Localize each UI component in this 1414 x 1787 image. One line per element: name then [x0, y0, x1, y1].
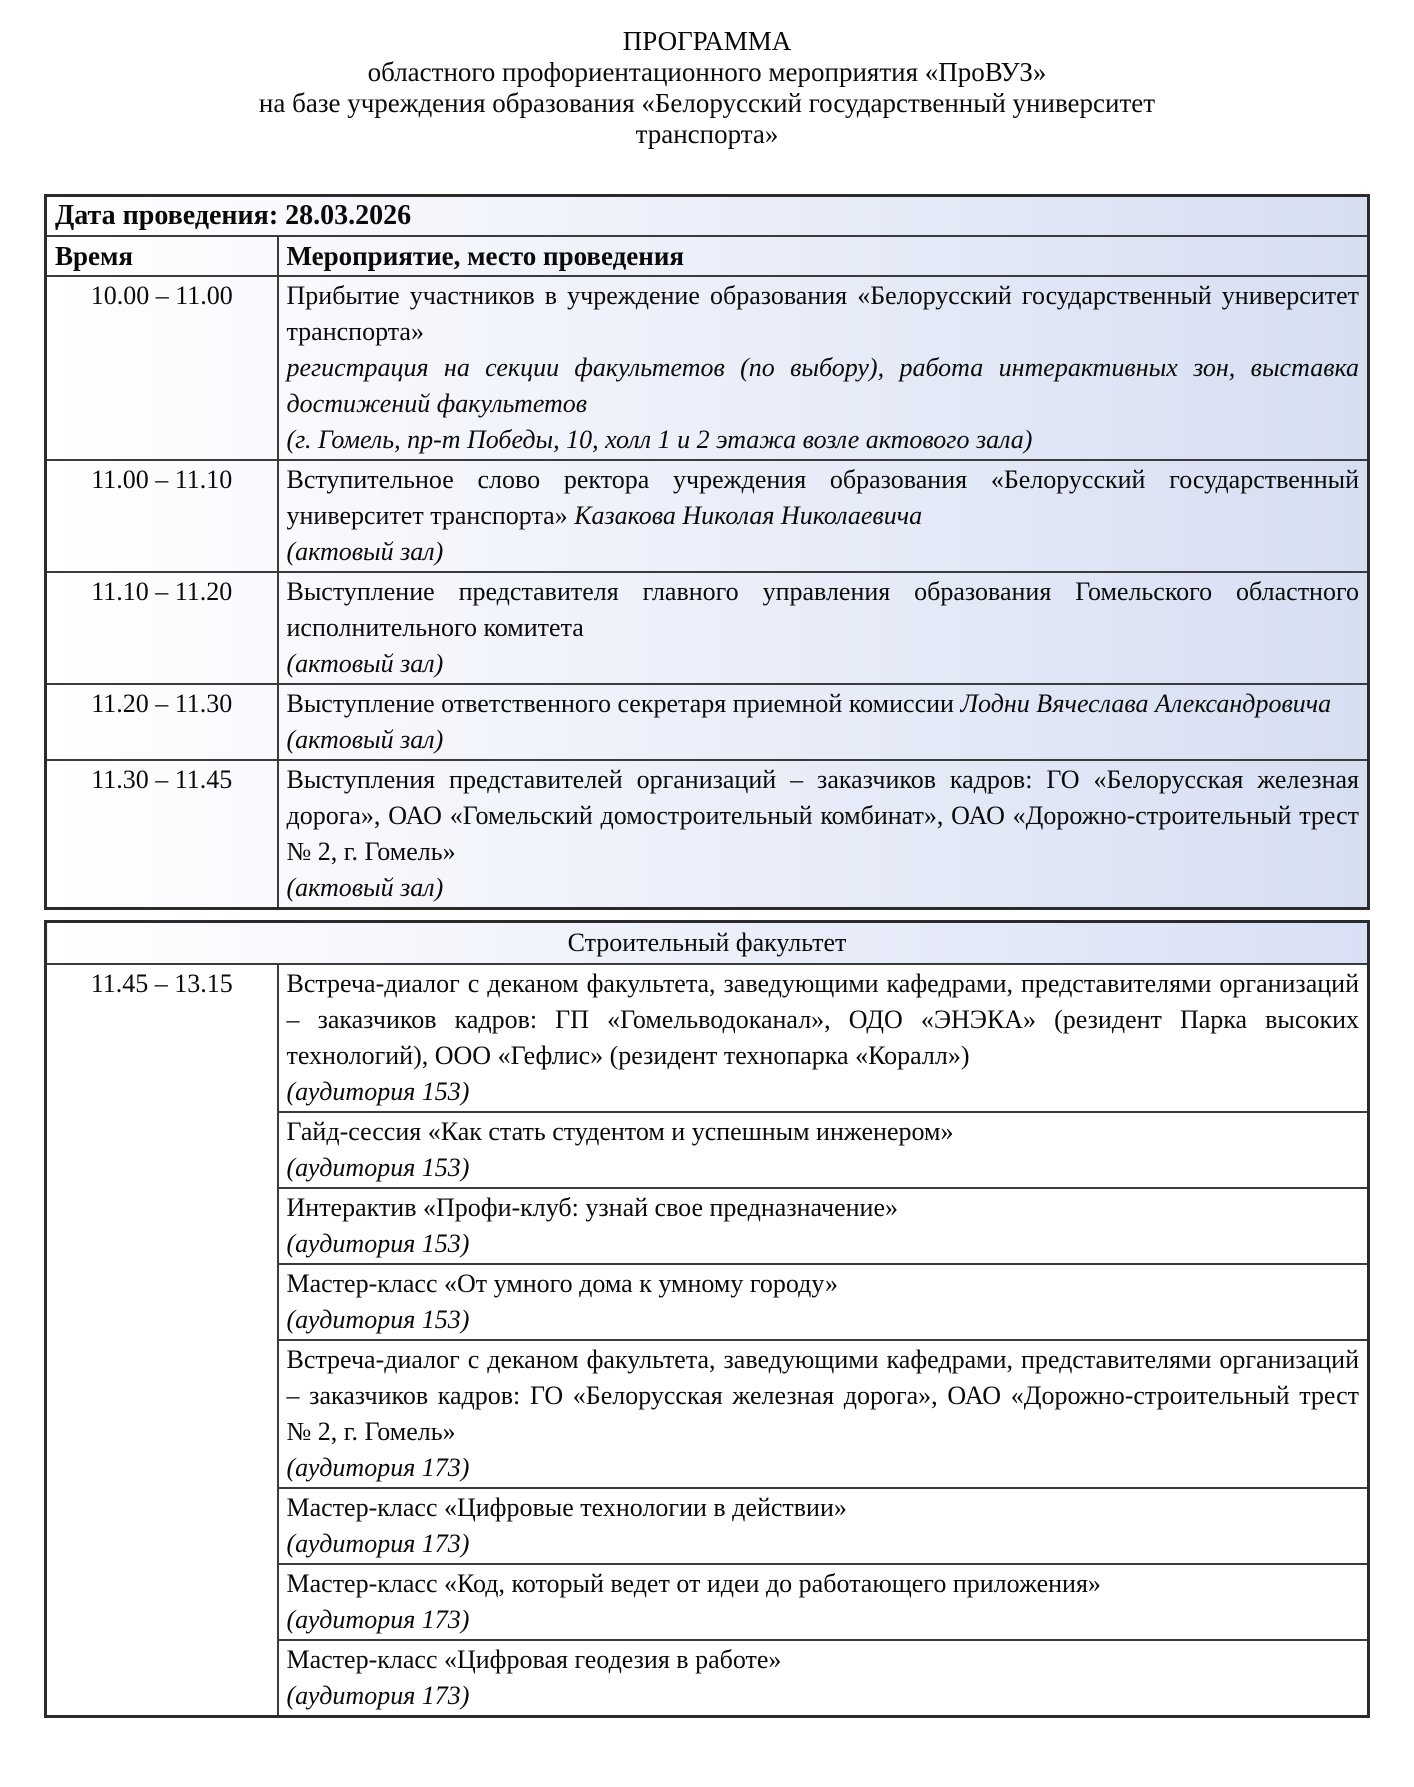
event-venue: (актовый зал) [286, 537, 444, 566]
faculty-header-row [46, 922, 1369, 965]
event-room: (аудитория 153) [286, 1305, 470, 1334]
event-room: (аудитория 173) [286, 1681, 470, 1710]
schedule-row [46, 460, 1369, 572]
event-room: (аудитория 153) [286, 1077, 470, 1106]
event-description: Встреча-диалог с деканом факультета, заведующими кафедрами, представителями организаций – заказчиков кадров: ГП «Гомельводоканал», ОДО «ЭНЭКА» (резидент Парка высоких технологий), ООО «Гефлис» (резидент технопарка «Коралл») [286, 969, 1359, 1070]
schedule-row [46, 760, 1369, 909]
time-cell: 11.45 – 13.15 [46, 964, 278, 1717]
event-cell [278, 1264, 1369, 1340]
event-description: Встреча-диалог с деканом факультета, заведующими кафедрами, представителями организаций – заказчиков кадров: ГО «Белорусская железная дорога», ОАО «Дорожно-строительный трест № 2, г. Гомель» [286, 1345, 1359, 1446]
event-description: Мастер-класс «Код, который ведет от идеи до работающего приложения» [286, 1569, 1101, 1598]
event-description: Мастер-класс «От умного дома к умному городу» [286, 1269, 838, 1298]
event-description: Мастер-класс «Цифровая геодезия в работе» [286, 1645, 782, 1674]
event-cell [278, 276, 1369, 460]
faculty-header: Строительный факультет [46, 922, 1369, 965]
event-cell [278, 1188, 1369, 1264]
date-header-row [46, 196, 1369, 237]
event-person-name: Казакова Николая Николаевича [574, 501, 923, 530]
event-cell [278, 1340, 1369, 1488]
event-room: (аудитория 153) [286, 1229, 470, 1258]
event-venue: (актовый зал) [286, 873, 444, 902]
schedule-row [46, 276, 1369, 460]
event-cell [278, 760, 1369, 909]
event-venue: (г. Гомель, пр-т Победы, 10, холл 1 и 2 этажа возле актового зала) [286, 425, 1033, 454]
time-cell: 10.00 – 11.00 [46, 276, 278, 460]
event-cell [278, 1112, 1369, 1188]
event-description: Гайд-сессия «Как стать студентом и успешным инженером» [286, 1117, 954, 1146]
event-room: (аудитория 153) [286, 1153, 470, 1182]
date-header: Дата проведения: 28.03.2026 [46, 196, 1369, 237]
time-cell: 11.20 – 11.30 [46, 684, 278, 760]
event-details: регистрация на секции факультетов (по выбору), работа интерактивных зон, выставка достижений факультетов [286, 353, 1359, 418]
title-line-1: ПРОГРАММА [622, 26, 792, 56]
event-room: (аудитория 173) [286, 1529, 470, 1558]
document-title [0, 0, 1414, 150]
event-description: Прибытие участников в учреждение образования «Белорусский государственный университет транспорта» [286, 281, 1359, 346]
time-cell: 11.10 – 11.20 [46, 572, 278, 684]
event-description: Мастер-класс «Цифровые технологии в действии» [286, 1493, 847, 1522]
event-room: (аудитория 173) [286, 1605, 470, 1634]
faculty-table [44, 920, 1370, 1718]
event-text: Вступительное слово ректора учреждения образования «Белорусский государственный университет транспорта» [286, 465, 1359, 530]
event-venue: (актовый зал) [286, 649, 444, 678]
column-header-time: Время [46, 236, 278, 276]
event-description [287, 686, 1360, 722]
event-cell [278, 572, 1369, 684]
event-description: Интерактив «Профи-клуб: узнай свое предназначение» [286, 1193, 898, 1222]
event-cell [278, 684, 1369, 760]
event-text: Выступление ответственного секретаря приемной комиссии [286, 689, 961, 718]
schedule-row [46, 684, 1369, 760]
title-line-3: на базе учреждения образования «Белорусский государственный университет [258, 88, 1156, 118]
title-line-2: областного профориентационного мероприятия «ПроВУЗ» [367, 57, 1047, 87]
column-header-row [46, 236, 1369, 276]
event-description [287, 462, 1360, 534]
event-description: Выступления представителей организаций – заказчиков кадров: ГО «Белорусская железная дорога», ОАО «Гомельский домостроительный комбинат», ОАО «Дорожно-строительный трест № 2, г. Гомель» [286, 765, 1359, 866]
event-venue: (актовый зал) [286, 725, 444, 754]
faculty-row [46, 964, 1369, 1112]
column-header-event: Мероприятие, место проведения [278, 236, 1369, 276]
event-cell [278, 1640, 1369, 1717]
time-cell: 11.00 – 11.10 [46, 460, 278, 572]
event-person-name: Лодни Вячеслава Александровича [960, 689, 1332, 718]
event-cell [278, 1488, 1369, 1564]
event-cell [278, 1564, 1369, 1640]
schedule-table [44, 194, 1370, 910]
schedule-row [46, 572, 1369, 684]
event-room: (аудитория 173) [286, 1453, 470, 1482]
title-line-4: транспорта» [635, 119, 779, 149]
event-cell [278, 964, 1369, 1112]
time-cell: 11.30 – 11.45 [46, 760, 278, 909]
event-description: Выступление представителя главного управления образования Гомельского областного исполнительного комитета [286, 577, 1359, 642]
event-cell [278, 460, 1369, 572]
